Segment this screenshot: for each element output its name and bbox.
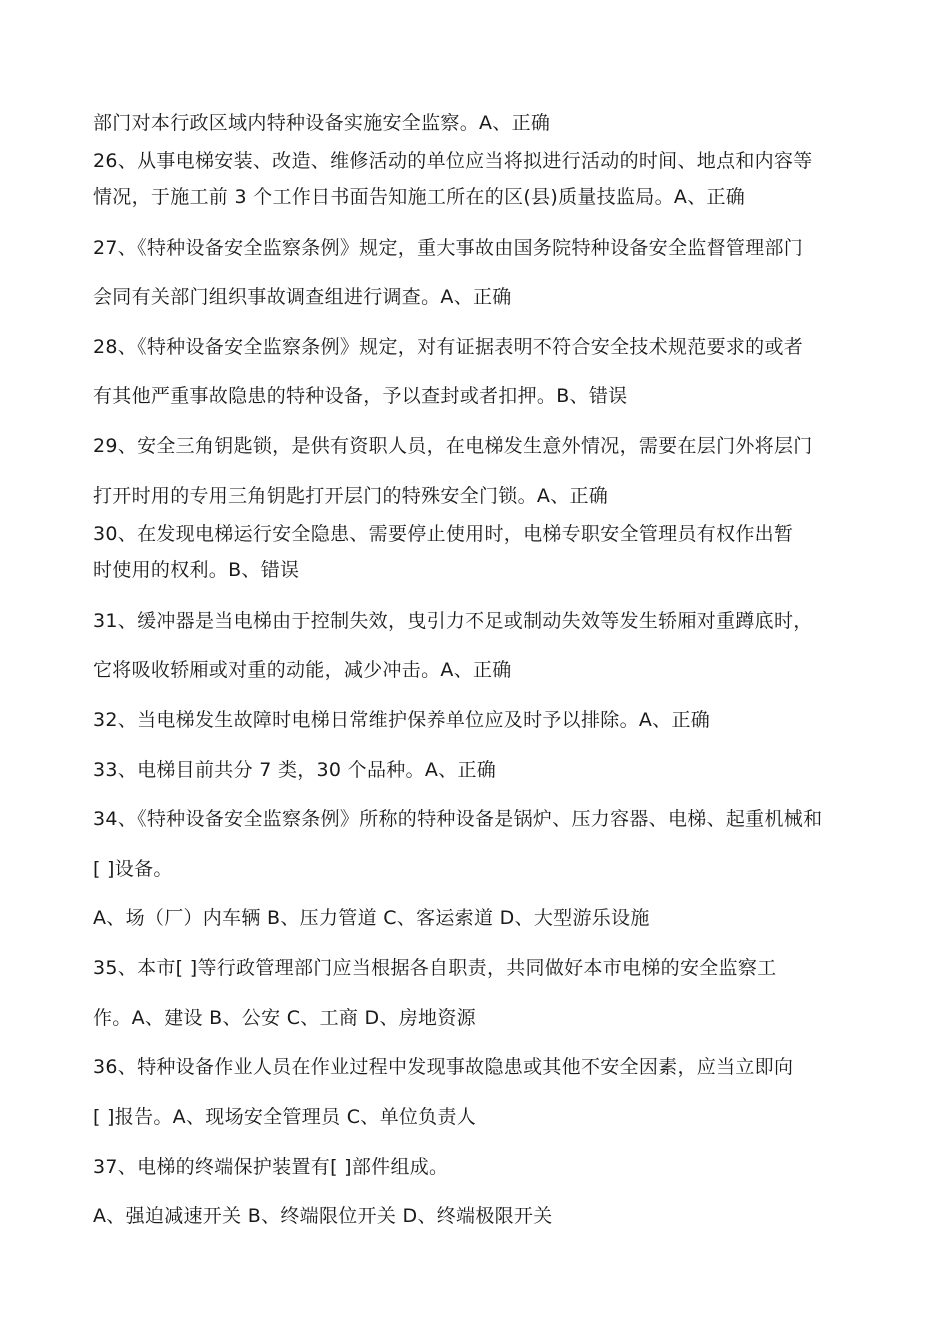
question-33-line: 33、电梯目前共分 7 类，30 个品种。A、正确 (93, 759, 497, 781)
question-29-line-1: 29、安全三角钥匙锁，是供有资职人员，在电梯发生意外情况，需要在层门外将层门 (93, 435, 813, 457)
question-30-line-2: 时使用的权利。B、错误 (93, 559, 300, 581)
question-31-line-1: 31、缓冲器是当电梯由于控制失效，曳引力不足或制动失效等发生轿厢对重蹲底时， (93, 610, 813, 632)
text-line: 部门对本行政区域内特种设备实施安全监察。A、正确 (93, 112, 551, 134)
question-30-line-1: 30、在发现电梯运行安全隐患、需要停止使用时，电梯专职安全管理员有权作出暂 (93, 523, 794, 545)
question-28-line-2: 有其他严重事故隐患的特种设备，予以查封或者扣押。B、错误 (93, 385, 628, 407)
question-35-line-2: 作。A、建设 B、公安 C、工商 D、房地资源 (93, 1007, 476, 1029)
question-31-line-2: 它将吸收轿厢或对重的动能，减少冲击。A、正确 (93, 659, 512, 681)
question-29-line-2: 打开时用的专用三角钥匙打开层门的特殊安全门锁。A、正确 (93, 485, 609, 507)
question-34-line-1: 34、《特种设备安全监察条例》所称的特种设备是锅炉、压力容器、电梯、起重机械和 (93, 808, 823, 830)
question-36-line-2: [ ]报告。A、现场安全管理员 C、单位负责人 (93, 1106, 477, 1128)
question-27-line-2: 会同有关部门组织事故调查组进行调查。A、正确 (93, 286, 512, 308)
question-26-line-1: 26、从事电梯安装、改造、维修活动的单位应当将拟进行活动的时间、地点和内容等 (93, 150, 813, 172)
question-32-line: 32、当电梯发生故障时电梯日常维护保养单位应及时予以排除。A、正确 (93, 709, 711, 731)
question-35-line-1: 35、本市[ ]等行政管理部门应当根据各自职责，共同做好本市电梯的安全监察工 (93, 957, 777, 979)
question-37-line-1: 37、电梯的终端保护装置有[ ]部件组成。 (93, 1156, 449, 1178)
question-36-line-1: 36、特种设备作业人员在作业过程中发现事故隐患或其他不安全因素，应当立即向 (93, 1056, 794, 1078)
question-34-options: A、场（厂）内车辆 B、压力管道 C、客运索道 D、大型游乐设施 (93, 907, 650, 929)
question-26-line-2: 情况，于施工前 3 个工作日书面告知施工所在的区(县)质量技监局。A、正确 (93, 186, 746, 208)
question-27-line-1: 27、《特种设备安全监察条例》规定，重大事故由国务院特种设备安全监督管理部门 (93, 237, 804, 259)
question-28-line-1: 28、《特种设备安全监察条例》规定，对有证据表明不符合安全技术规范要求的或者 (93, 336, 804, 358)
question-34-line-2: [ ]设备。 (93, 858, 173, 880)
question-37-options: A、强迫减速开关 B、终端限位开关 D、终端极限开关 (93, 1205, 553, 1227)
